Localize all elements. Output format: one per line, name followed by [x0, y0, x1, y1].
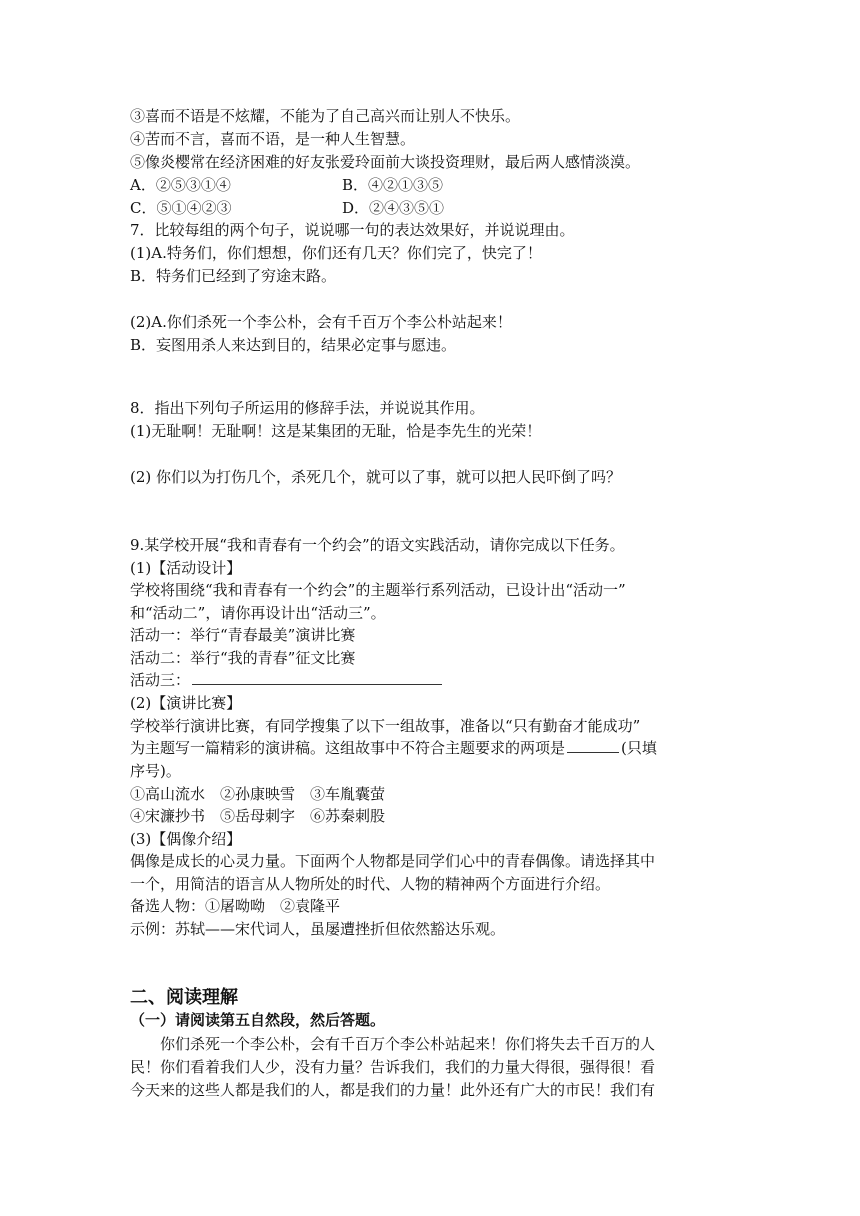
part2-answer-blank[interactable] [567, 738, 619, 753]
q9-part3-line2: 一个，用简洁的语言从人物所处的时代、人物的精神两个方面进行介绍。 [130, 875, 611, 893]
passage-line-2: 民！你们看着我们人少，没有力量？告诉我们，我们的力量大得很，强得很！看 [130, 1058, 656, 1076]
q6-option-d: D．②④③⑤① [342, 199, 445, 217]
q7-group2-b: B．妄图用杀人来达到目的，结果必定事与愿违。 [130, 336, 457, 354]
q9-part2-line2-row [130, 738, 657, 758]
q9-part1-line2: 和“活动二”，请你再设计出“活动三”。 [130, 604, 386, 622]
activity-3-answer-blank[interactable] [192, 670, 442, 685]
q7-group2-a: (2)A.你们杀死一个李公朴，会有千百万个李公朴站起来！ [130, 313, 512, 331]
q9-activity-1: 活动一：举行“青春最美”演讲比赛 [130, 626, 356, 644]
q9-part3-line1: 偶像是成长的心灵力量。下面两个人物都是同学们心中的青春偶像。请选择其中 [130, 852, 656, 870]
q9-part2-line1: 学校举行演讲比赛，有同学搜集了以下一组故事，准备以“只有勤奋才能成功” [130, 717, 641, 735]
passage-line-1: 你们杀死一个李公朴，会有千百万个李公朴站起来！你们将失去千百万的人 [160, 1035, 656, 1053]
q6-option-b: B．④②①③⑤ [342, 176, 444, 194]
q9-part2-line2-text: 为主题写一篇精彩的演讲稿。这组故事中不符合主题要求的两项是 [130, 739, 566, 757]
passage-line-3: 今天来的这些人都是我们的人，都是我们的力量！此外还有广大的市民！我们有 [130, 1081, 656, 1099]
q6-statement-3: ③喜而不语是不炫耀，不能为了自己高兴而让别人不快乐。 [130, 107, 521, 125]
q8-sentence-2: (2) 你们以为打伤几个，杀死几个，就可以了事，就可以把人民吓倒了吗？ [130, 468, 622, 486]
q9-part2-line2-tail: (只填 [621, 739, 657, 757]
q9-activity-2: 活动二：举行“我的青春”征文比赛 [130, 649, 356, 667]
q9-part2-line3: 序号)。 [130, 762, 181, 780]
q6-option-a: A．②⑤③①④ [130, 176, 231, 194]
q7-group1-b: B．特务们已经到了穷途末路。 [130, 267, 337, 285]
section-2-subheading: （一）请阅读第五自然段，然后答题。 [130, 1011, 386, 1029]
q6-statement-5: ⑤像炎樱常在经济困难的好友张爱玲面前大谈投资理财，最后两人感情淡漠。 [130, 153, 641, 171]
q7-stem: 7．比较每组的两个句子，说说哪一句的表达效果好，并说说理由。 [130, 221, 575, 239]
q9-stories-row1: ①高山流水 ②孙康映雪 ③车胤囊萤 [130, 785, 386, 803]
q6-option-c: C．⑤①④②③ [130, 199, 232, 217]
q9-activity-3-label: 活动三： [130, 671, 191, 689]
q9-part2-title: (2)【演讲比赛】 [130, 694, 242, 712]
q8-sentence-1: (1)无耻啊！无耻啊！这是某集团的无耻，恰是李先生的光荣！ [130, 422, 542, 440]
q9-candidates: 备选人物：①屠呦呦 ②袁隆平 [130, 897, 341, 915]
q9-stem: 9.某学校开展“我和青春有一个约会”的语文实践活动，请你完成以下任务。 [130, 536, 625, 554]
q9-activity-3-row [130, 670, 442, 690]
q7-group1-a: (1)A.特务们，你们想想，你们还有几天？你们完了，快完了！ [130, 244, 542, 262]
q6-statement-4: ④苦而不言，喜而不语，是一种人生智慧。 [130, 130, 416, 148]
q9-part3-title: (3)【偶像介绍】 [130, 830, 242, 848]
q9-example: 示例：苏轼——宋代词人，虽屡遭挫折但依然豁达乐观。 [130, 920, 506, 938]
q9-part1-line1: 学校将围绕“我和青春有一个约会”的主题举行系列活动，已设计出“活动一” [130, 581, 626, 599]
section-2-heading: 二、阅读理解 [130, 987, 238, 1008]
q9-stories-row2: ④宋濂抄书 ⑤岳母刺字 ⑥苏秦刺股 [130, 807, 386, 825]
q9-part1-title: (1)【活动设计】 [130, 559, 242, 577]
q8-stem: 8．指出下列句子所运用的修辞手法，并说说其作用。 [130, 399, 485, 417]
